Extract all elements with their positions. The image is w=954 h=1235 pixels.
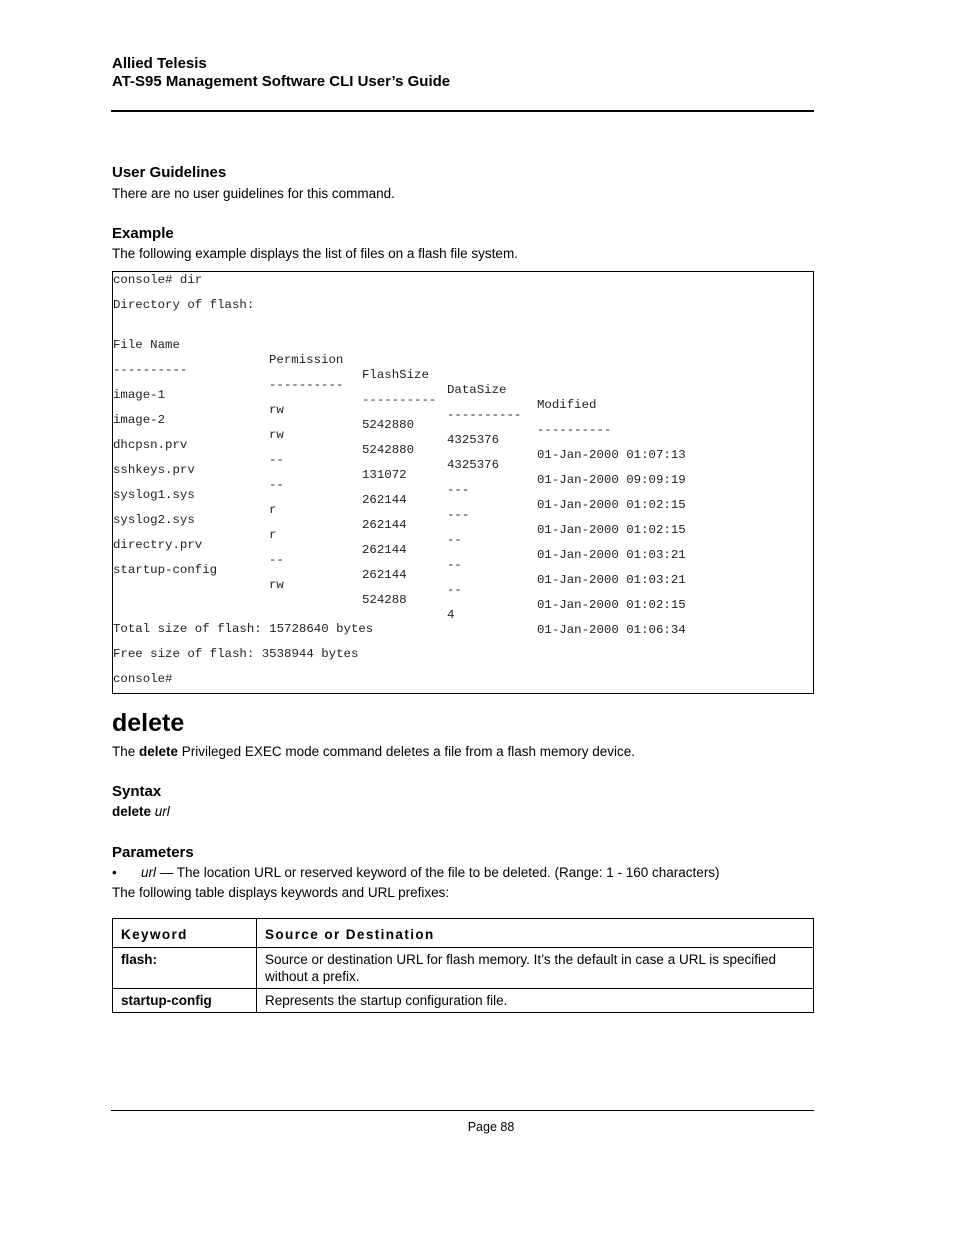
footer-rule [111, 1110, 814, 1111]
file-datasize: -- [447, 583, 462, 597]
file-permission: -- [269, 553, 284, 567]
page-number: Page 88 [467, 1120, 515, 1134]
file-name: dhcpsn.prv [113, 438, 188, 452]
intro-prefix: The [112, 744, 140, 759]
console-dashes: ---------- [362, 393, 437, 407]
file-modified: 01-Jan-2000 01:02:15 [537, 523, 686, 537]
header-keyword: Keyword [113, 919, 257, 948]
table-intro: The following table displays keywords and URL prefixes: [112, 885, 450, 900]
file-modified: 01-Jan-2000 01:02:15 [537, 498, 686, 512]
file-name: image-1 [113, 388, 166, 402]
description-cell: Source or destination URL for flash memory. It’s the default in case a URL is specified without a prefix. [257, 948, 814, 989]
console-total: Total size of flash: 15728640 bytes [113, 622, 374, 636]
file-datasize: 4 [447, 608, 455, 622]
console-free: Free size of flash: 3538944 bytes [113, 647, 359, 661]
syntax-command: delete [112, 804, 152, 819]
file-name: startup-config [113, 563, 218, 577]
table-row [113, 989, 814, 1013]
keyword-cell: flash: [113, 948, 257, 989]
console-output [112, 271, 814, 694]
console-col-header: DataSize [447, 383, 507, 397]
file-modified: 01-Jan-2000 01:06:34 [537, 623, 686, 637]
description-cell: Represents the startup configuration file. [257, 989, 814, 1013]
console-col-header: FlashSize [362, 368, 429, 382]
file-flashsize: 262144 [362, 518, 407, 532]
intro-command: delete [139, 744, 179, 759]
file-datasize: --- [447, 483, 470, 497]
file-permission: r [269, 503, 277, 517]
file-flashsize: 524288 [362, 593, 407, 607]
file-flashsize: 5242880 [362, 443, 415, 457]
file-permission: -- [269, 453, 284, 467]
delete-intro [112, 743, 635, 760]
file-name: syslog1.sys [113, 488, 195, 502]
file-datasize: -- [447, 558, 462, 572]
console-directory: Directory of flash: [113, 298, 255, 312]
file-flashsize: 131072 [362, 468, 407, 482]
header-rule [111, 110, 814, 112]
company-name: Allied Telesis [112, 55, 207, 72]
file-name: image-2 [113, 413, 166, 427]
file-datasize: -- [447, 533, 462, 547]
intro-suffix: Privileged EXEC mode command deletes a file from a flash memory device. [178, 744, 635, 759]
file-flashsize: 262144 [362, 493, 407, 507]
file-name: sshkeys.prv [113, 463, 195, 477]
param-desc: — The location URL or reserved keyword of the file to be deleted. (Range: 1 - 160 characters) [156, 865, 720, 880]
file-permission: r [269, 528, 277, 542]
console-dashes: ---------- [269, 378, 344, 392]
section-title: delete [112, 709, 185, 737]
console-dashes: ---------- [537, 423, 612, 437]
file-flashsize: 262144 [362, 543, 407, 557]
user-guidelines-text: There are no user guidelines for this command. [112, 186, 395, 201]
file-modified: 01-Jan-2000 01:02:15 [537, 598, 686, 612]
page-header [112, 55, 814, 91]
bullet: • [112, 865, 117, 880]
file-datasize: 4325376 [447, 458, 500, 472]
file-flashsize: 5242880 [362, 418, 415, 432]
syntax-heading: Syntax [112, 783, 162, 800]
parameter-item [112, 864, 720, 881]
file-modified: 01-Jan-2000 01:03:21 [537, 573, 686, 587]
table-row [113, 948, 814, 989]
console-prompt: console# [113, 672, 173, 686]
console-dashes: ---------- [447, 408, 522, 422]
syntax-line [112, 803, 170, 820]
syntax-argument: url [154, 804, 170, 819]
keyword-table [112, 918, 814, 1013]
file-flashsize: 262144 [362, 568, 407, 582]
file-datasize: --- [447, 508, 470, 522]
console-col-header: Modified [537, 398, 597, 412]
file-permission: -- [269, 478, 284, 492]
file-modified: 01-Jan-2000 01:07:13 [537, 448, 686, 462]
file-datasize: 4325376 [447, 433, 500, 447]
file-permission: rw [269, 428, 284, 442]
console-col-header: Permission [269, 353, 344, 367]
file-name: directry.prv [113, 538, 203, 552]
file-permission: rw [269, 578, 284, 592]
console-dashes: ---------- [113, 363, 188, 377]
user-guidelines-heading: User Guidelines [112, 164, 227, 181]
example-heading: Example [112, 225, 174, 242]
guide-title: AT-S95 Management Software CLI User’s Guide [112, 73, 451, 90]
console-command: console# dir [113, 273, 203, 287]
keyword-cell: startup-config [113, 989, 257, 1013]
console-col-header: File Name [113, 338, 180, 352]
file-permission: rw [269, 403, 284, 417]
table-header-row [113, 919, 814, 948]
file-name: syslog2.sys [113, 513, 195, 527]
param-name: url [141, 865, 157, 880]
file-modified: 01-Jan-2000 09:09:19 [537, 473, 686, 487]
file-modified: 01-Jan-2000 01:03:21 [537, 548, 686, 562]
header-source-destination: Source or Destination [257, 919, 814, 948]
parameters-heading: Parameters [112, 844, 194, 861]
example-text: The following example displays the list of files on a flash file system. [112, 246, 518, 261]
